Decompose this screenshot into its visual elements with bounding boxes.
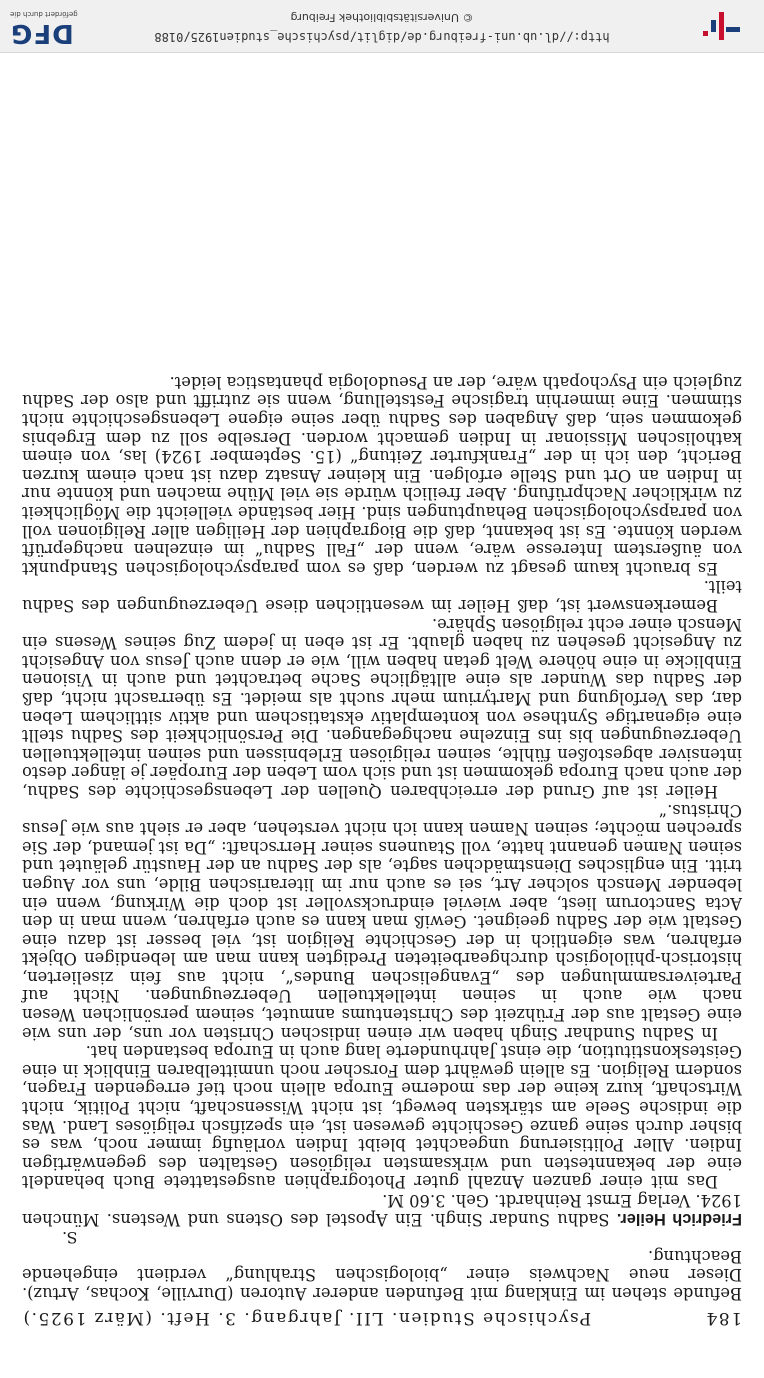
paragraph: In Sadhu Sundhar Singh haben wir einen indischen Christen vor uns, der uns wie eine Gestalt aus der Frühzeit des Christentums anmutet, seinem persönlichen Wesen nach wie auch in seinen intellektuellen Ueberzeugungen. Nicht auf Parteiversammlungen des „Evangelischen Bundes“, nicht aus fein ziselierten, historisch-philologisch durchgearbeiteten Predigten kann man am lebendigen Objekt erfahren, was eigentlich in der Geschichte Religion ist, viel besser ist dazu eine Gestalt wie der Sadhu geeignet. Gewiß man kann es auch erfahren, wenn man in den Acta Sanctorum liest, aber wieviel eindrucksvoller ist doch die Wirkung, wenn ein lebender Mensch solcher Art, sei es auch nur im literarischen Bilde, uns vor Augen tritt. Ein englisches Dienstmädchen sagte, als der Sadhu an der Haustür geläutet und seinen Namen genannt hatte, voll Staunens seiner Herrschaft: „Da ist jemand, der Sie sprechen möchte; seinen Namen kann ich nicht verstehen, aber er sieht aus wie Jesus Christus.“ bbox=[22, 800, 742, 1043]
document-url[interactable]: http://dl.ub.uni-freiburg.de/diglit/psychische_studien1925/0188 bbox=[154, 30, 610, 44]
dfg-logo-text: DFG bbox=[10, 18, 74, 48]
dfg-logo-subtext: gefördert durch die bbox=[10, 10, 78, 18]
paragraph: Befunde stehen im Einklang mit Befunden anderer Autoren (Durville, Kochas, Artuz). Dieser neue Nachweis einer „biologischen Strahlung“ verdient eingehende Beachtung. bbox=[22, 1246, 742, 1303]
paragraph: Bemerkenswert ist, daß Heiler im wesentlichen diese Ueberzeugungen des Sadhu teilt. bbox=[22, 577, 742, 616]
page-content bbox=[22, 372, 742, 1328]
paragraph: Heiler ist auf Grund der erreichbaren Quellen der Lebensgeschichte des Sadhu, der auch nach Europa gekommen ist und sich vom Leben der Europäer je länger desto intensiver abgestoßen fühlte, seinen religiösen Erlebnissen und seinen intellektuellen Ueberzeugungen bis ins Einzelne nachgegangen. Die Persönlichkeit des Sadhu stellt eine eigenartige Synthese von kontemplativ ekstatischem und aktiv sittlichem Leben dar, das Verfolgung und Martyrium mehr sucht als meidet. Es überrascht nicht, daß der Sadhu das Wunder als eine alltägliche Sache betrachtet und auch in Visionen Einblicke in eine höhere Welt getan haben will, wie er denn auch Jesus von Angesicht zu Angesicht gesehen zu haben glaubt. Er ist eben in jedem Zug seines Wesens ein Mensch einer echt religiösen Sphäre. bbox=[22, 614, 742, 801]
review-heading bbox=[22, 1190, 742, 1227]
running-head bbox=[22, 1308, 742, 1328]
copyright-notice: © Universitätsbibliothek Freiburg bbox=[290, 11, 474, 24]
viewer-footer bbox=[0, 0, 764, 53]
paragraph: Es braucht kaum gesagt zu werden, daß es vom parapsychologischen Standpunkt von äußerstem Interesse wäre, wenn der „Fall Sadhu“ im einzelnen nachgeprüft werden könnte. Es ist bekannt, daß die Biographien der Heiligen aller Religionen voll von parapsychologischen Behauptungen sind. Hier bestände vielleicht die Möglichkeit zu wirklicher Nachprüfung. Aber freilich würde sie viel Mühe machen und könnte nur in Indien an Ort und Stelle erfolgen. Ein kleiner Ansatz dazu ist nach einem kurzen Bericht, den ich in der „Frankfurter Zeitung“ (15. September 1924) las, von einem katholischen Missionar in Indien gemacht worden. Derselbe soll zu dem Ergebnis gekommen sein, daß Angaben des Sadhu über seine eigene Lebensgeschichte nicht stimmen. Eine immerhin tragische Feststellung, wenn sie zutrifft und also der Sadhu zugleich ein Psychopath wäre, der an Pseudologia phantastica leidet. bbox=[22, 372, 742, 578]
signature: S. bbox=[62, 1228, 78, 1248]
journal-title: Psychische Studien. LII. Jahrgang. 3. Heft. (März 1925.) bbox=[22, 1308, 592, 1328]
review-citation: Sadhu Sundar Singh. Ein Apostel des Ostens und Westens. München 1924. Verlag Ernst Reinhardt. Geh. 3.60 M. bbox=[22, 1191, 742, 1229]
page-number: 184 bbox=[705, 1308, 742, 1328]
dfg-logo-icon bbox=[10, 4, 84, 48]
paragraph: Das mit einer ganzen Anzahl guter Photographien ausgestattete Buch behandelt eine der bekanntesten und wirksamsten religiösen Gestalten des gegenwärtigen Indien. Aller Politisierung ungeachtet bleibt Indien vorläufig immer noch, was es bisher durch seine ganze Geschichte gewesen ist, ein spezifisch religiöses Land. Was die indische Seele am stärksten bewegt, ist nicht Wissenschaft, nicht Politik, nicht Wirtschaft, kurz keine der das moderne Europa allein noch tief erregenden Fragen, sondern Religion. Es allein gewährt dem Forscher noch unmittelbaren Einblick in eine Geisteskonstitution, die einst Jahrhunderte lang auch in Europa bestanden hat. bbox=[22, 1042, 742, 1192]
review-author: Friedrich Heiler. bbox=[616, 1209, 742, 1228]
